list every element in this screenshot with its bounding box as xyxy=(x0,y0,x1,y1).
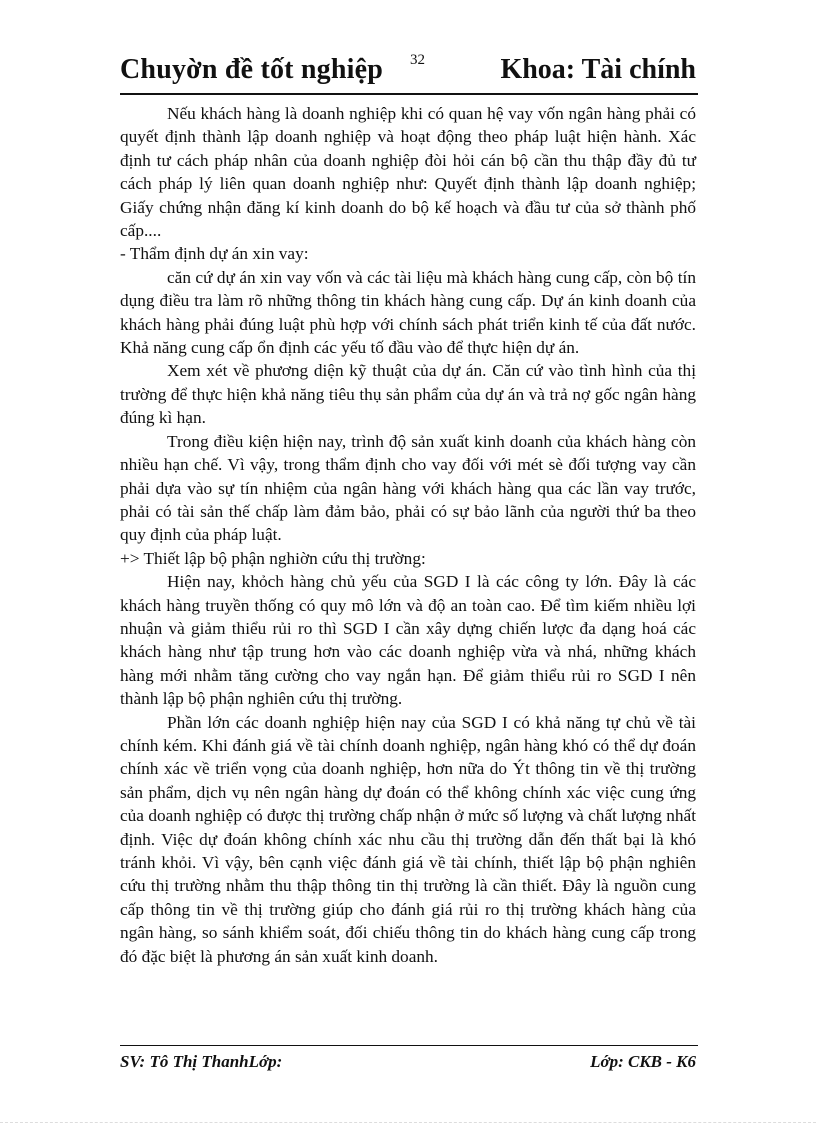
paragraph: Xem xét về phương diện kỹ thuật của dự án. Căn cứ vào tình hình của thị trường để thực hiện khả năng tiêu thụ sản phẩm của dự án và trả nợ gốc ngân hàng đúng kì hạn. xyxy=(120,361,696,428)
header-department: Khoa: Tài chính xyxy=(500,54,696,85)
page-number: 32 xyxy=(410,52,425,68)
paragraph: Nếu khách hàng là doanh nghiệp khi có quan hệ vay vốn ngân hàng phải có quyết định thành lập doanh nghiệp và hoạt động theo pháp luật hiện hành. Xác định tư cách pháp nhân của doanh nghiệp đòi hỏi cán bộ cần thu thập đầy đủ tư cách pháp lý liên quan doanh nghiệp như: Quyết định thành lập doanh nghiệp; Giấy chứng nhận đăng kí kinh doanh do bộ kế hoạch và đầu tư của sở thành phố cấp.... xyxy=(120,104,696,241)
paragraph: Trong điều kiện hiện nay, trình độ sản xuất kinh doanh của khách hàng còn nhiều hạn chế. Vì vậy, trong thẩm định cho vay đối với mét sè đối tượng vay cần phải dựa vào sự tín nhiệm của ngân hàng với khách hàng qua các lần vay trước, phải có tài sản thế chấp làm đảm bảo, phải có sự bảo lãnh của người thứ ba theo quy định của pháp luật. xyxy=(120,431,696,545)
page-footer xyxy=(120,1052,696,1076)
section-heading: +> Thiết lập bộ phận nghiờn cứu thị trường: xyxy=(120,548,426,568)
footer-student: SV: Tô Thị ThanhLớp: xyxy=(120,1052,283,1071)
footer-class: Lớp: CKB - K6 xyxy=(590,1052,696,1071)
header-rule xyxy=(120,93,698,95)
paragraph: Hiện nay, khỏch hàng chủ yếu của SGD I là các công ty lớn. Đây là các khách hàng truyền thống có quy mô lớn và độ an toàn cao. Để tìm kiếm nhiều lợi nhuận và giảm thiểu rủi ro thì SGD I cần xây dựng chiến lược đa dạng hoá các khách hàng như tập trung hơn vào các doanh nghiệp vừa và nhá, những khách hàng mới nhằm tăng cường cho vay ngắn hạn. Để giảm thiểu rủi ro SGD I nên thành lập bộ phận nghiên cứu thị trường. xyxy=(120,572,696,709)
paragraph: Phần lớn các doanh nghiệp hiện nay của SGD I có khả năng tự chủ về tài chính kém. Khi đánh giá về tài chính doanh nghiệp, ngân hàng khó có thể dự đoán chính xác về triển vọng của doanh nghiệp, hơn nữa do Ýt thông tin về thị trường sản phẩm, dịch vụ nên ngân hàng dự đoán có thể không chính xác việc cung ứng của doanh nghiệp có được thị trường chấp nhận ở mức số lượng và chất lượng nhất định. Việc dự đoán không chính xác nhu cầu thị trường dẫn đến thất bại là khó tránh khỏi. Vì vậy, bên cạnh việc đánh giá về tài chính, thiết lập bộ phận nghiên cứu thị trường nhằm thu thập thông tin thị trường là cần thiết. Đây là nguồn cung cấp thông tin về thị trường giúp cho đánh giá rủi ro thị trường khách hàng của ngân hàng, so sánh khiểm soát, đối chiếu thông tin do khách hàng cung cấp trong đó đặc biệt là phương án sản xuất kinh doanh. xyxy=(120,712,696,966)
page-header xyxy=(120,50,696,90)
paragraph: căn cứ dự án xin vay vốn và các tài liệu mà khách hàng cung cấp, còn bộ tín dụng điều tra làm rõ những thông tin khách hàng cung cấp. Dự án kinh doanh của khách hàng phải đúng luật phù hợp với chính sách phát triển kinh tế của đất nước. Khả năng cung cấp ổn định các yếu tố đầu vào để thực hiện dự án. xyxy=(120,267,696,358)
footer-rule xyxy=(120,1045,698,1046)
header-title: Chuyờn đề tốt nghiệp xyxy=(120,54,384,85)
document-body xyxy=(120,102,696,968)
section-heading: - Thẩm định dự án xin vay: xyxy=(120,244,309,264)
